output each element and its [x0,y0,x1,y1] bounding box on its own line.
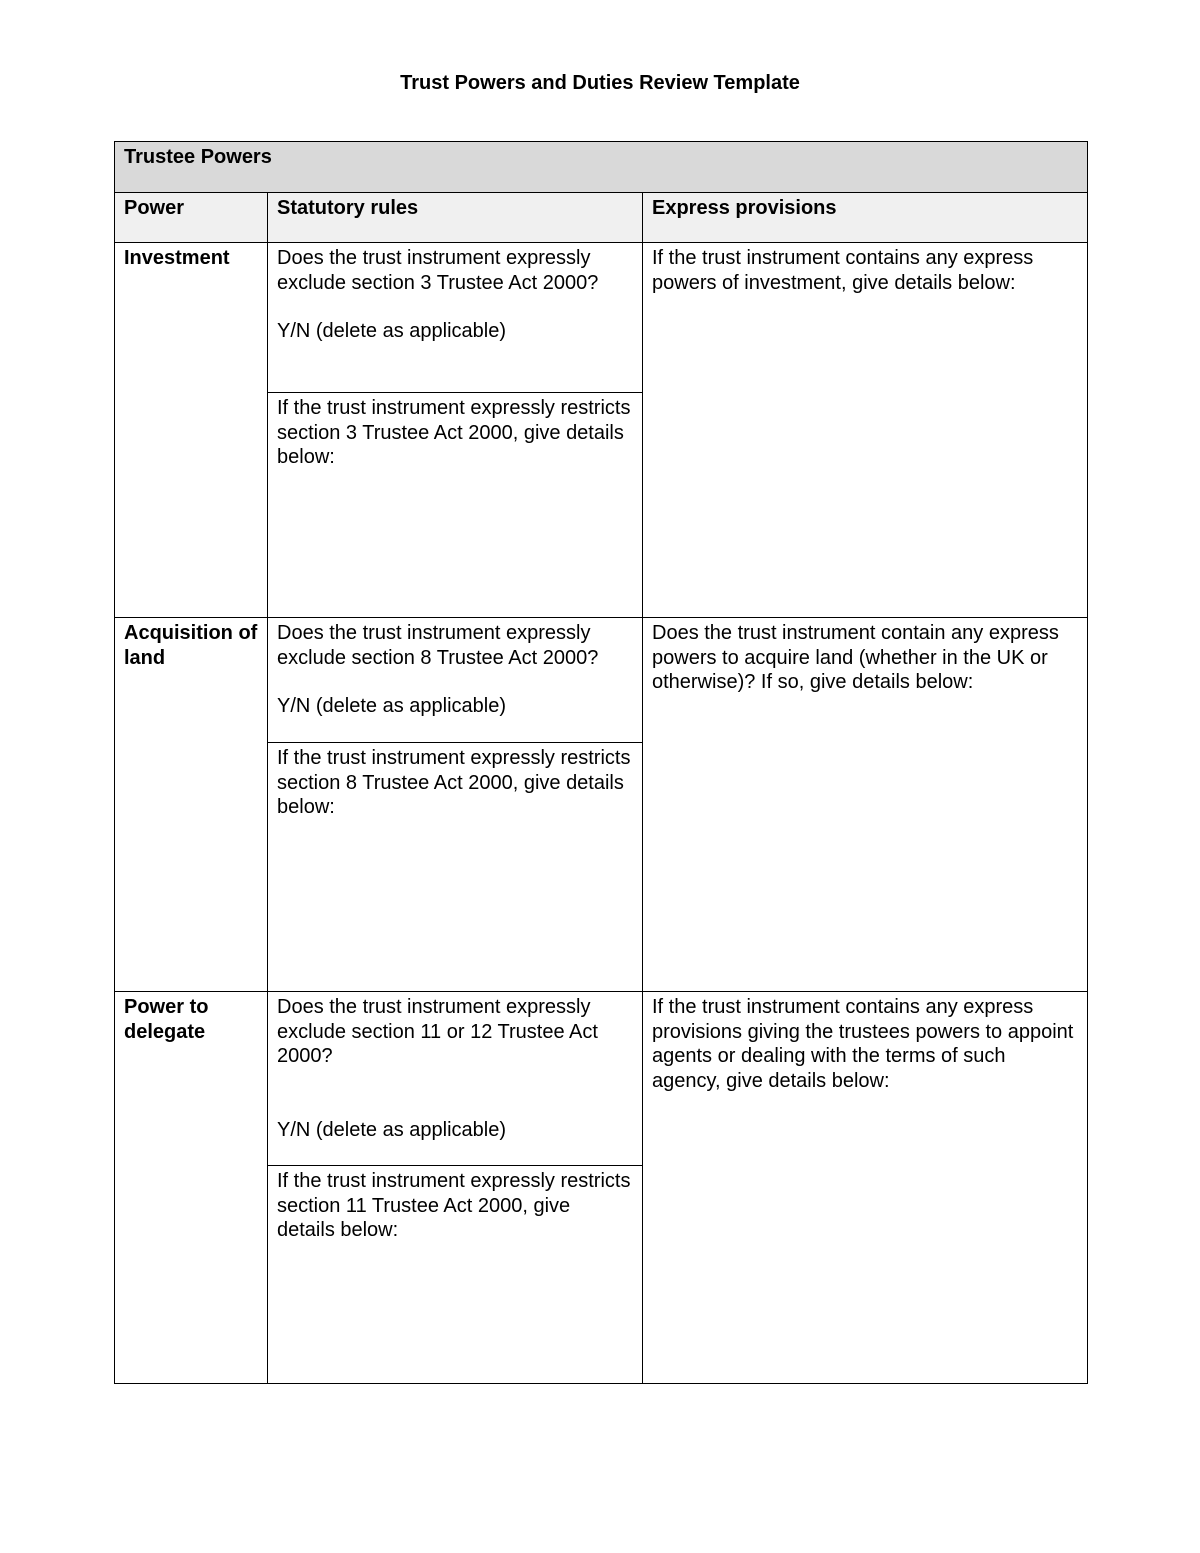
express-provisions-prompt: Does the trust instrument contain any express powers to acquire land (whether in the UK or otherwise)? If so, give details below: [652,622,1059,693]
power-name-acquisition-of-land: Acquisition of land [115,618,268,992]
yn-answer[interactable]: Y/N (delete as applicable) [277,695,507,717]
section-header-row [115,142,1088,193]
express-provisions-prompt: If the trust instrument contains any express powers of investment, give details below: [652,247,1034,294]
statutory-restriction-cell[interactable] [268,743,643,992]
express-provisions-cell[interactable] [643,992,1088,1384]
yn-answer[interactable]: Y/N (delete as applicable) [277,320,507,342]
exclusion-question: Does the trust instrument expressly exclude section 11 or 12 Trustee Act 2000? [277,996,598,1067]
restriction-prompt: If the trust instrument expressly restricts section 8 Trustee Act 2000, give details below: [277,747,631,818]
exclusion-question: Does the trust instrument expressly exclude section 8 Trustee Act 2000? [277,622,599,669]
column-header-row [115,193,1088,243]
yn-answer[interactable]: Y/N (delete as applicable) [277,1118,507,1141]
statutory-restriction-cell[interactable] [268,1166,643,1384]
section-header-trustee-powers: Trustee Powers [115,142,1088,193]
power-name-investment: Investment [115,243,268,618]
document-title: Trust Powers and Duties Review Template [400,72,800,94]
column-header-express-provisions: Express provisions [643,193,1088,243]
table-row-investment [115,243,1088,393]
express-provisions-cell[interactable] [643,243,1088,618]
column-header-power: Power [115,193,268,243]
restriction-prompt: If the trust instrument expressly restricts section 11 Trustee Act 2000, give details below: [277,1170,631,1241]
column-header-statutory-rules: Statutory rules [268,193,643,243]
restriction-prompt: If the trust instrument expressly restricts section 3 Trustee Act 2000, give details below: [277,397,631,468]
statutory-exclusion-cell[interactable] [268,618,643,743]
table-row-power-to-delegate [115,992,1088,1166]
power-name-power-to-delegate: Power to delegate [115,992,268,1384]
statutory-exclusion-cell[interactable] [268,992,643,1166]
express-provisions-prompt: If the trust instrument contains any express provisions giving the trustees powers to appoint agents or dealing with the terms of such agency, give details below: [652,996,1074,1092]
table-row-acquisition-of-land [115,618,1088,743]
exclusion-question: Does the trust instrument expressly exclude section 3 Trustee Act 2000? [277,247,599,294]
statutory-restriction-cell[interactable] [268,393,643,618]
statutory-exclusion-cell[interactable] [268,243,643,393]
trustee-powers-table [114,141,1088,1384]
express-provisions-cell[interactable] [643,618,1088,992]
